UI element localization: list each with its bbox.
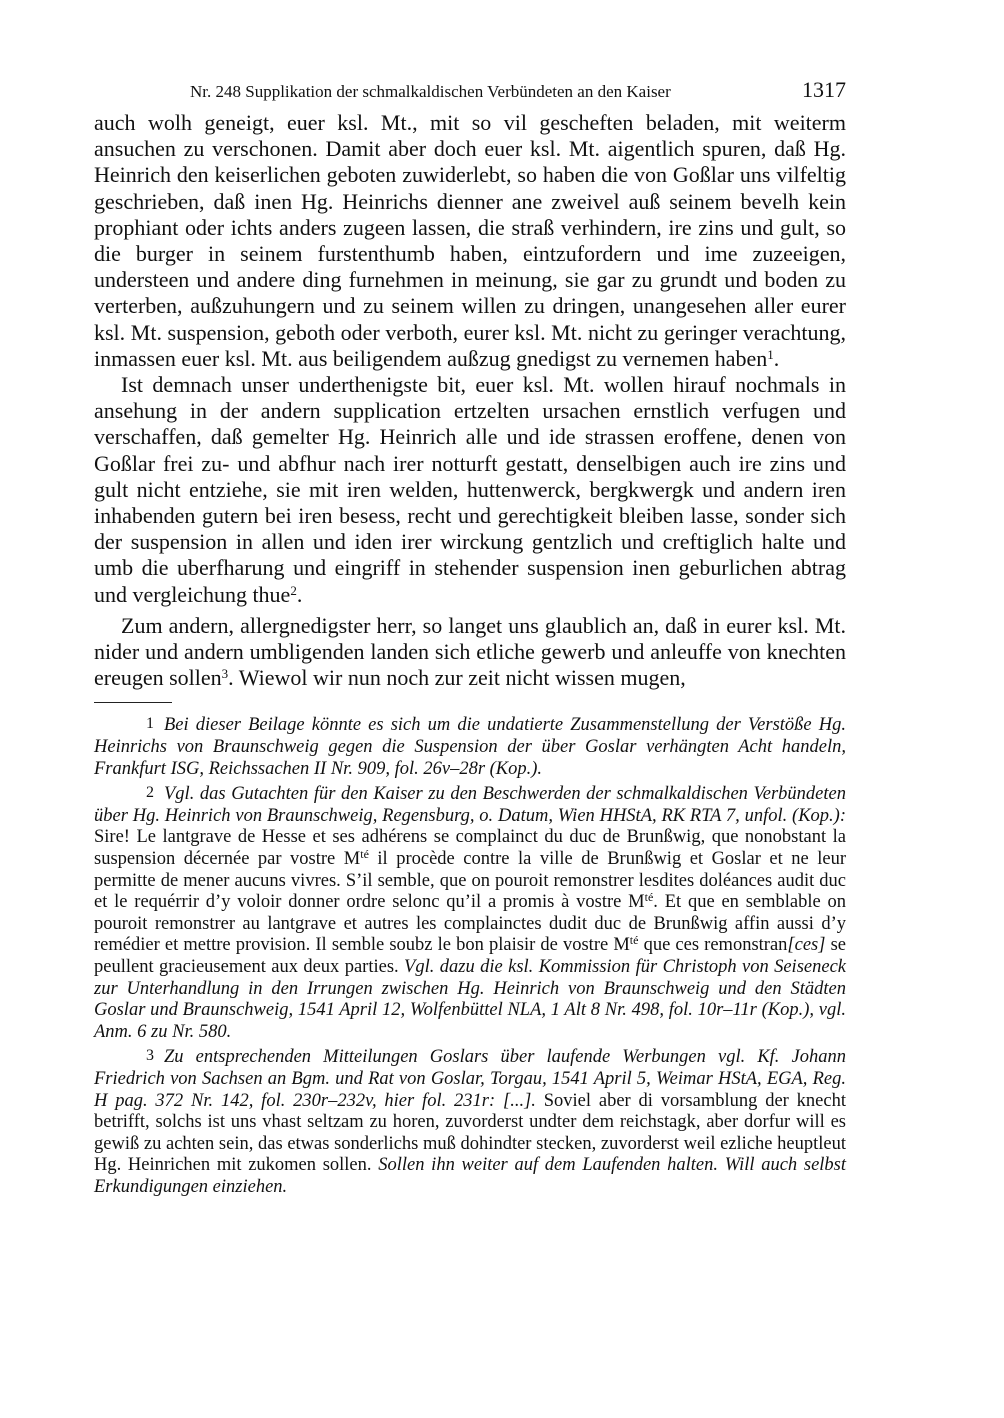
footnote-2-roman-b: il procède contre la ville de Brunßwig et Goslar et ne leur permitte de mener aucuns vivres. S’il semble, que on pouroit remonstrer lesdites doléances audit duc et le requérrir d’y voloir donner ordre selonc qu’il a promis à vostre M [94, 849, 846, 913]
main-text [94, 110, 846, 691]
footnote-2-roman-d: que ces remonstran [638, 935, 788, 956]
footnote-3 [94, 1045, 846, 1198]
running-title: Nr. 248 Supplikation der schmalkaldischen Verbündeten an den Kaiser [190, 82, 671, 101]
footnote-3-number: 3 [146, 1047, 154, 1065]
footnote-2-italic-c: Vgl. dazu die ksl. Kommission für Christoph von Seiseneck zur Unterhandlung in den Irrungen zwischen Hg. Heinrich von Braunschweig und den Städten Goslar und Braunschweig, 1541 April 12, Wolfenbüttel NLA, 1 Alt 8 Nr. 498, fol. 10r–11r (Kop.), vgl. Anm. 6 zu Nr. 580. [94, 957, 846, 1042]
footnote-ref-1: 1 [767, 346, 774, 362]
paragraph-1-end: . [773, 345, 780, 371]
footnote-2-sup-b: té [644, 890, 654, 905]
footnote-2-roman-c: . Et que en semblable on pouroit remonstrer au lantgrave et autres les complainctes dudit duc de Brunßwig affin aussi d’y remédier et mettre provision. Il semble soubz le bon plaisir de vostre M [94, 892, 846, 956]
running-header [94, 74, 846, 110]
paragraph-1-text: auch wolh geneigt, euer ksl. Mt., mit so vil gescheften beladen, mit weiterm ansuchen zu verschonen. Damit aber doch euer ksl. Mt. aigentlich spuren, daß Hg. Heinrich den keiserlichen geboten zuwiderlebt, so haben die von Goßlar uns vilfeltig geschrieben, daß inen Hg. Heinrichs dienner ane zweivel auß seinem bevelh kein prophiant oder ichts anders zugeen lassen, die straß verhindern, ire zins und gult, so die burger in seinem furstenthumb haben, eintzufordern und ime zuzeeigen, understeen und andere ding furnehmen in meinung, sie gar zu grundt und boden zu verterben, außzuhungern und zu seinem willen zu dringen, unangesehen aller eurer ksl. Mt. suspension, geboth oder verboth, eurer ksl. Mt. nicht zu geringer verachtung, inmassen euer ksl. Mt. aus beiligendem außzug gnedigst zu vernemen haben [94, 110, 846, 371]
footnotes [94, 713, 846, 1198]
footnote-2-sup-c: té [629, 933, 639, 948]
footnote-2-italic-b: [ces] [787, 935, 826, 956]
paragraph-2-text: Ist demnach unser underthenigste bit, euer ksl. Mt. wollen hirauf nochmals in ansehung in der andern supplication ertzelten ursachen ernstlich verfugen und verschaffen, daß gemelter Hg. Heinrich alle und ide strassen eroffene, denen von Goßlar frei zu- und abfhur nach irer notturft gestatt, denselbigen auch ire zins und gult nicht entziehe, sie mit iren welden, huttenwerck, bergkwergk und andern iren inhabenden gutern bei iren besess, recht und gerechtigkeit bleiben lasse, sonder sich der suspension in allen und iden irer wirckung gentzlich und creftiglich halte und umb die uberfharung und eingriff in stehender suspension inen geburlichen abtrag und vergleichung thue [94, 372, 846, 607]
paragraph-3-text-b: . Wiewol wir nun noch zur zeit nicht wissen mugen, [228, 665, 686, 691]
paragraph-2 [94, 372, 846, 608]
paragraph-1 [94, 110, 846, 372]
footnote-ref-2: 2 [290, 582, 297, 598]
footnote-3-italic-a: Zu entsprechenden Mitteilungen Goslars über laufende Werbungen vgl. Kf. Johann Friedrich von Sachsen an Bgm. und Rat von Goslar, Torgau, 1541 April 5, Weimar HStA, EGA, Reg. H pag. 372 Nr. 142, fol. 230r–232v, hier fol. 231r: [...]. [94, 1047, 846, 1111]
paragraph-3-text-a: Zum andern, allergnedigster herr, so langet uns glaublich an, daß in eurer ksl. Mt. nider und andern umbligenden landen sich etliche gewerb und anleuffe von knechten ereugen sollen [94, 612, 846, 691]
paragraph-2-end: . [296, 581, 303, 607]
footnote-2 [94, 782, 846, 1043]
footnote-1-number: 1 [146, 715, 154, 733]
footnote-1 [94, 713, 846, 780]
footnote-3-roman-a: Soviel aber di vorsamblung der knecht betrifft, solchs ist uns vhast seltzam zu horen, zuvorderst undter dem reichstagk, aber dorfur will es gewiß zu achten sein, das etwas sonderlichs muß dohindter stecken, zuvorderst weil ezliche heuptleut Hg. Heinrichen mit zukomen sollen. [94, 1090, 846, 1176]
footnote-1-text: Bei dieser Beilage könnte es sich um die undatierte Zusammenstellung der Verstöße Hg. Heinrichs von Braunschweig gegen die Suspension der über Goslar verhängten Acht handeln, Frankfurt ISG, Reichssachen II Nr. 909, fol. 26v–28r (Kop.). [94, 715, 846, 779]
page-number: 1317 [802, 77, 846, 102]
paragraph-3 [94, 613, 846, 692]
footnote-3-italic-b: Sollen ihn weiter auf dem Laufenden halten. Will auch selbst Erkundigungen einziehen. [94, 1155, 847, 1197]
document-page [94, 74, 846, 1201]
footnote-2-number: 2 [146, 784, 154, 802]
footnote-2-roman-e: se peullent gracieusement aux deux parties. [94, 935, 846, 977]
footnote-2-sup-a: té [360, 847, 369, 862]
footnote-2-italic-a: Vgl. das Gutachten für den Kaiser zu den Beschwerden der schmalkaldischen Verbündeten über Hg. Heinrich von Braunschweig, Regensburg, o. Datum, Wien HHStA, RK RTA 7, unfol. (Kop.): [94, 784, 846, 826]
footnote-2-roman-a: Sire! Le lantgrave de Hesse et ses adhérens se complainct du duc de Brunßwig, que nonobstant la suspension décernée par vostre M [94, 827, 846, 870]
footnote-ref-3: 3 [221, 666, 229, 682]
footnote-divider [94, 702, 172, 703]
